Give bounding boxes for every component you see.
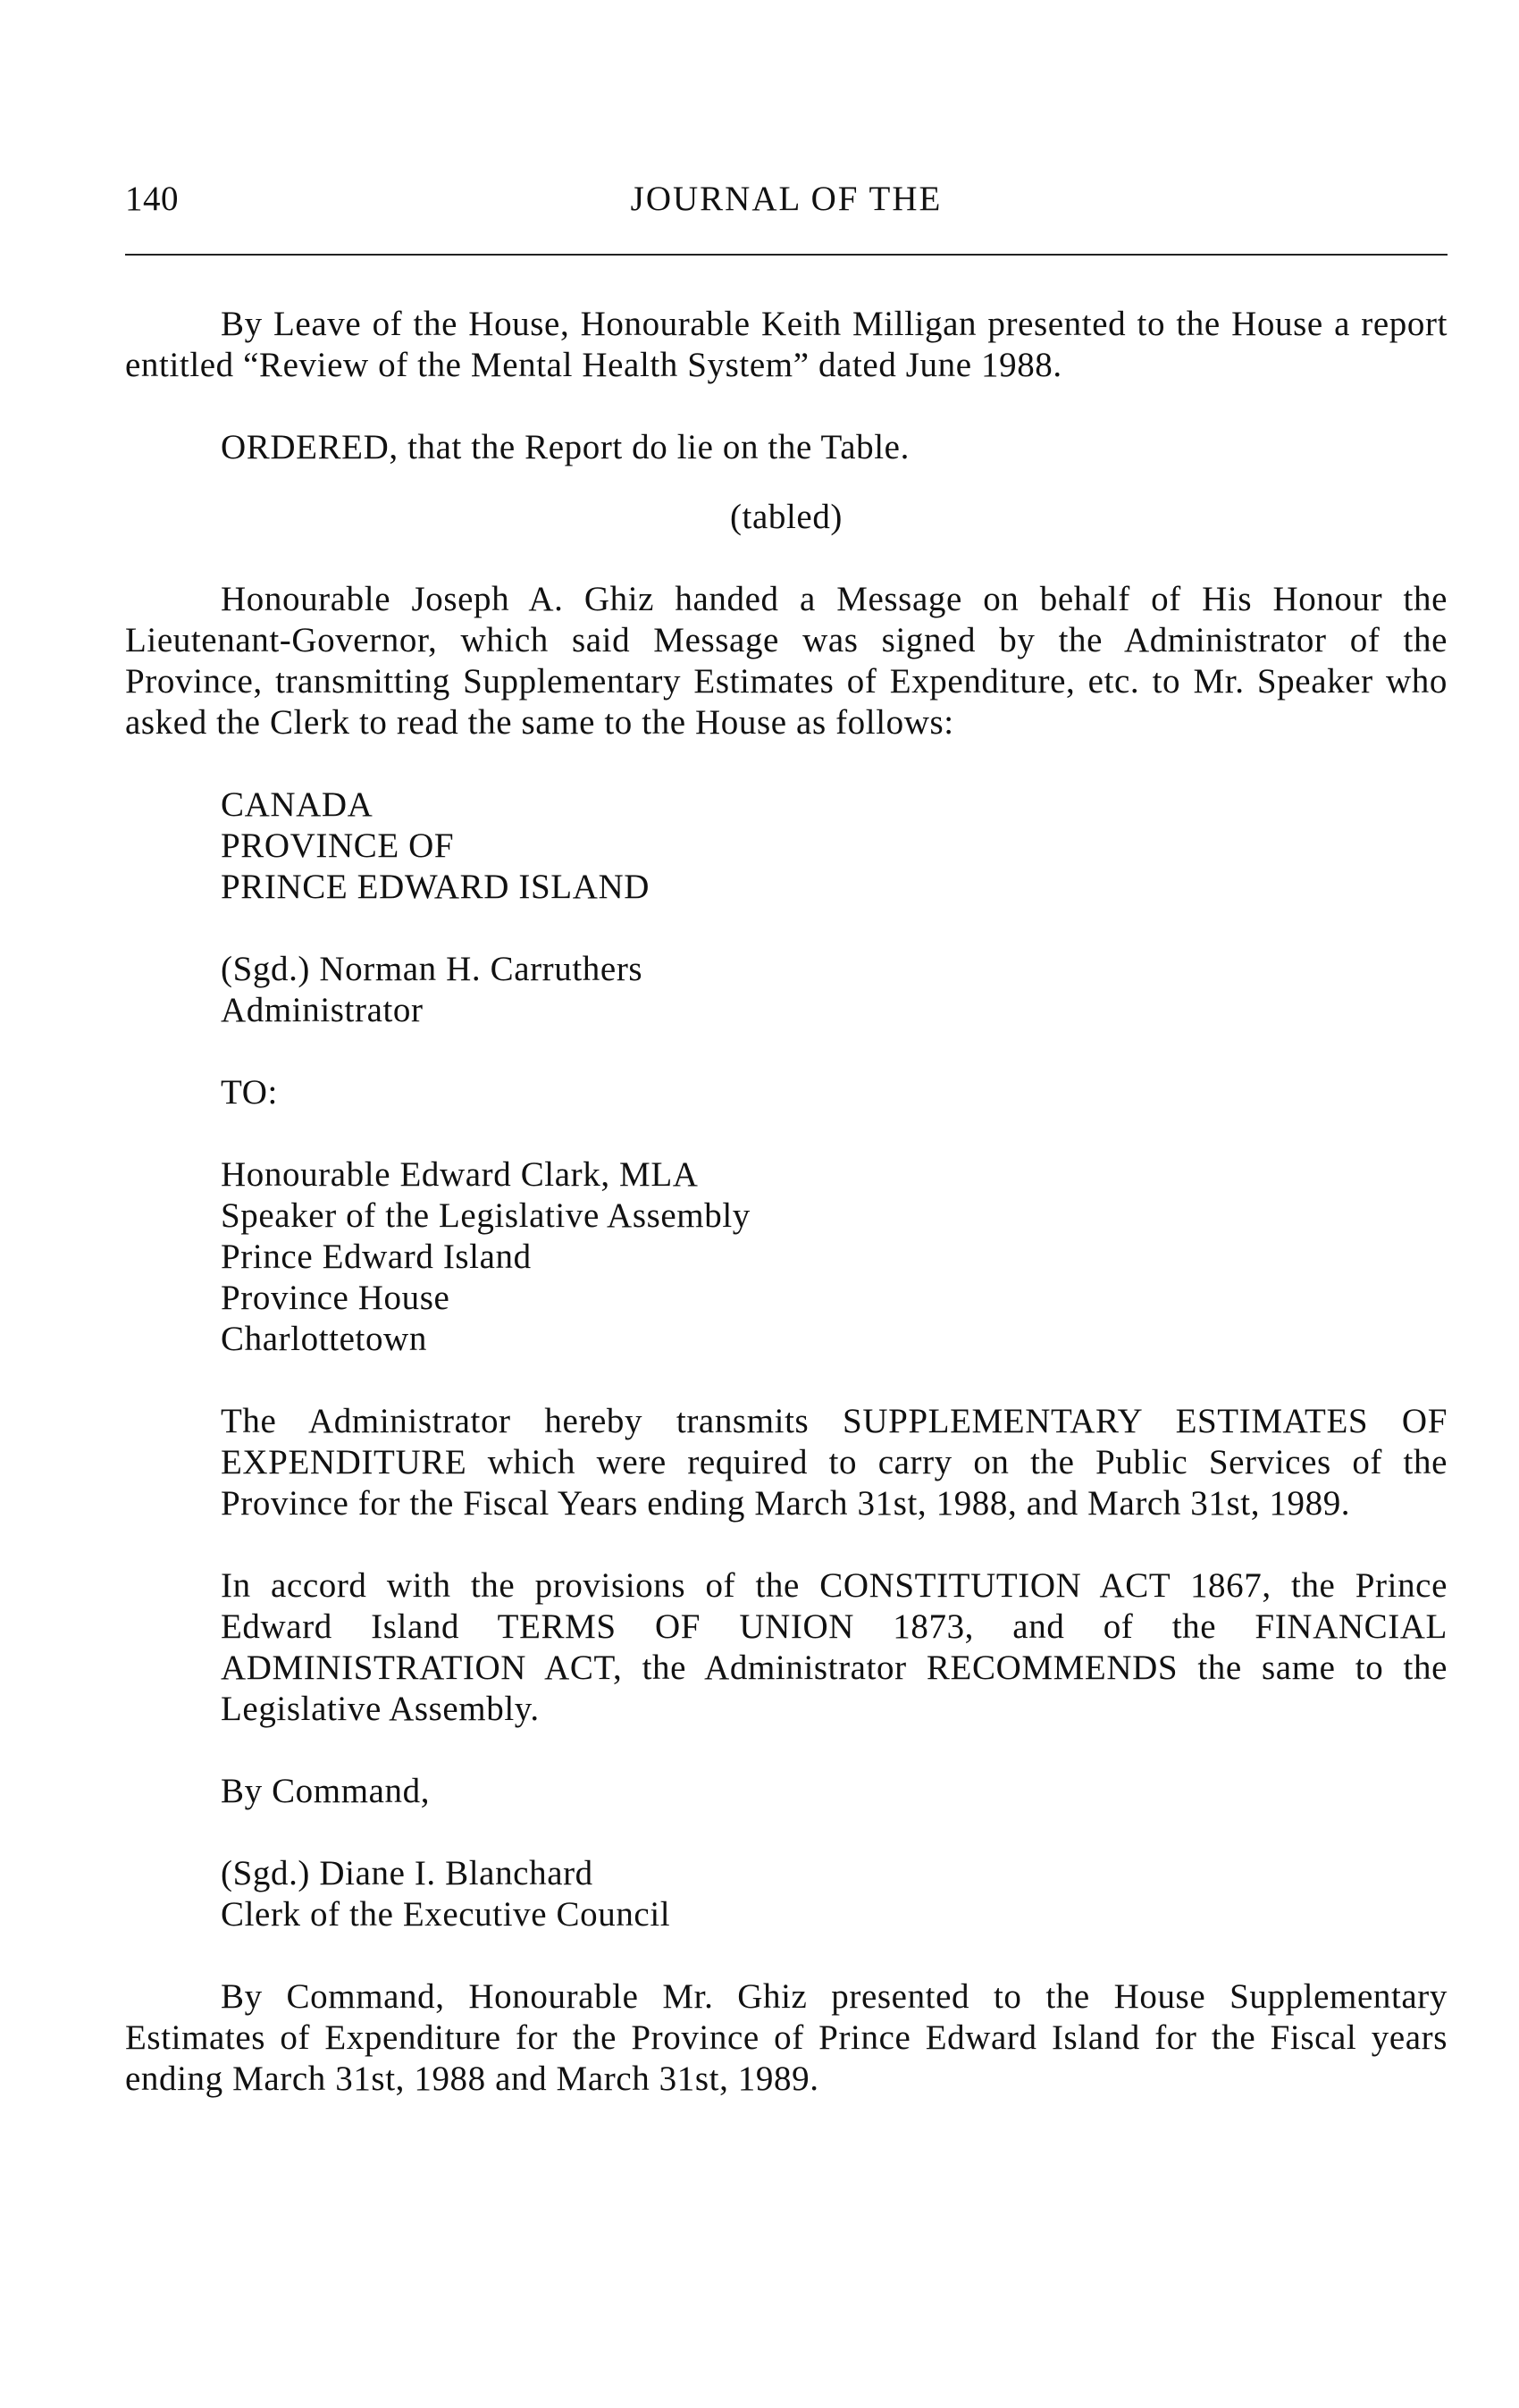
to-label: TO: bbox=[221, 1073, 278, 1112]
paragraph-ghiz-message: Honourable Joseph A. Ghiz handed a Message on behalf of His Honour the Lieutenant-Governor, which said Message was signed by the Administrator of the Province, transmitting Supplementary Estimates of Expenditure, etc. to Mr. Speaker who asked the Clerk to read the same to the House as follows: bbox=[125, 580, 1448, 742]
jurisdiction-block bbox=[125, 784, 1448, 908]
clerk-signature bbox=[125, 1853, 1448, 1935]
ordered-clause: ORDERED, that the Report do lie on the Table. bbox=[221, 428, 910, 466]
jurisdiction-line: CANADA bbox=[221, 785, 373, 824]
by-command: By Command, bbox=[221, 1772, 431, 1810]
header-rule bbox=[125, 254, 1448, 256]
signature-line: (Sgd.) Diane I. Blanchard bbox=[221, 1854, 593, 1892]
journal-body bbox=[125, 304, 1448, 2100]
jurisdiction-line: PROVINCE OF bbox=[221, 826, 455, 865]
running-head bbox=[125, 179, 1448, 232]
addressee-line: Prince Edward Island bbox=[221, 1238, 532, 1276]
paragraph-transmittal: The Administrator hereby transmits SUPPLEMENTARY ESTIMATES OF EXPENDITURE which were required to carry on the Public Services of the Province for the Fiscal Years ending March 31st, 1988, and March 31st, 1989. bbox=[221, 1402, 1448, 1523]
paragraph-milligan-report: By Leave of the House, Honourable Keith Milligan presented to the House a report entitled “Review of the Mental Health System” dated June 1988. bbox=[125, 305, 1448, 384]
addressee-block bbox=[125, 1154, 1448, 1360]
addressee-line: Charlottetown bbox=[221, 1320, 427, 1358]
signature-title: Clerk of the Executive Council bbox=[221, 1895, 671, 1934]
tabled-note: (tabled) bbox=[729, 498, 843, 536]
paragraph-estimates-presented: By Command, Honourable Mr. Ghiz presented to the House Supplementary Estimates of Expenditure for the Province of Prince Edward Island for the Fiscal years ending March 31st, 1988 and March 31st, 1989. bbox=[125, 1977, 1448, 2098]
page-number: 140 bbox=[125, 180, 179, 218]
signature-line: (Sgd.) Norman H. Carruthers bbox=[221, 950, 643, 988]
journal-title: JOURNAL OF THE bbox=[630, 180, 943, 218]
jurisdiction-line: PRINCE EDWARD ISLAND bbox=[221, 868, 650, 906]
paragraph-recommendation: In accord with the provisions of the CONSTITUTION ACT 1867, the Prince Edward Island TERMS OF UNION 1873, and of the FINANCIAL ADMINISTRATION ACT, the Administrator RECOMMENDS the same to the Legislative Assembly. bbox=[221, 1566, 1448, 1728]
addressee-line: Speaker of the Legislative Assembly bbox=[221, 1196, 751, 1235]
administrator-signature bbox=[125, 949, 1448, 1031]
addressee-line: Province House bbox=[221, 1279, 450, 1317]
signature-title: Administrator bbox=[221, 991, 424, 1029]
addressee-line: Honourable Edward Clark, MLA bbox=[221, 1155, 699, 1194]
